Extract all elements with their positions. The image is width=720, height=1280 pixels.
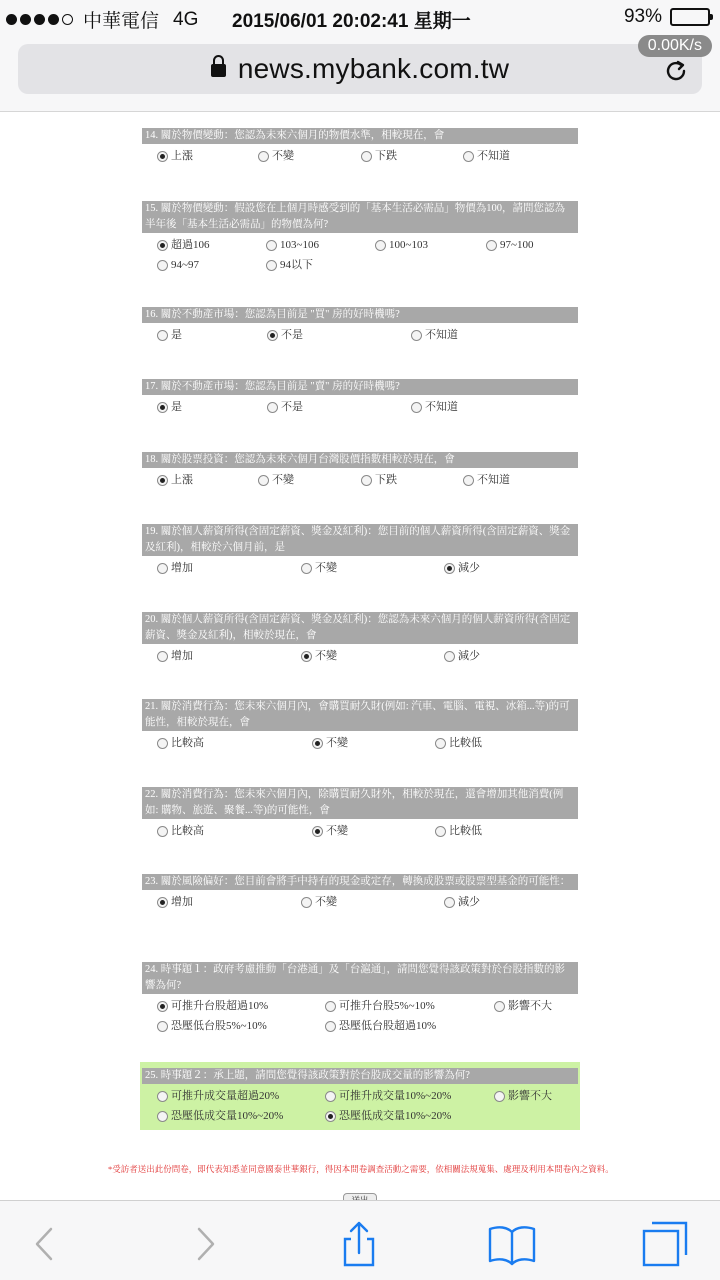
- radio-option[interactable]: [258, 472, 294, 488]
- option-label: 恐壓低成交量10%~20%: [339, 1110, 452, 1122]
- radio-option[interactable]: [494, 998, 552, 1014]
- radio-option[interactable]: [157, 998, 268, 1014]
- option-row: [142, 327, 578, 343]
- radio-unselected-icon[interactable]: [157, 1021, 168, 1032]
- option-label: 減少: [458, 650, 480, 662]
- option-label: 是: [171, 401, 182, 413]
- radio-selected-icon[interactable]: [312, 738, 323, 749]
- option-label: 增加: [171, 896, 193, 908]
- option-label: 不知道: [477, 150, 510, 162]
- radio-selected-icon[interactable]: [312, 826, 323, 837]
- radio-option[interactable]: [301, 894, 337, 910]
- option-label: 可推升台股5%~10%: [339, 1000, 435, 1012]
- radio-unselected-icon[interactable]: [325, 1021, 336, 1032]
- radio-unselected-icon[interactable]: [375, 240, 386, 251]
- radio-unselected-icon[interactable]: [266, 240, 277, 251]
- radio-selected-icon[interactable]: [157, 240, 168, 251]
- radio-option[interactable]: [325, 1088, 451, 1104]
- option-label: 恐壓低台股5%~10%: [171, 1020, 267, 1032]
- radio-option[interactable]: [157, 823, 204, 839]
- radio-selected-icon[interactable]: [157, 402, 168, 413]
- browser-address-area: [0, 36, 720, 112]
- radio-option[interactable]: [325, 1108, 451, 1124]
- option-label: 下跌: [375, 150, 397, 162]
- forward-icon[interactable]: [180, 1219, 230, 1269]
- option-label: 不變: [315, 650, 337, 662]
- option-label: 恐壓低成交量10%~20%: [171, 1110, 284, 1122]
- radio-unselected-icon[interactable]: [157, 563, 168, 574]
- radio-unselected-icon[interactable]: [325, 1091, 336, 1102]
- battery-percent: 93%: [623, 6, 662, 27]
- survey-question: [142, 524, 578, 576]
- radio-option[interactable]: [411, 327, 458, 343]
- radio-option[interactable]: [266, 257, 313, 273]
- radio-option[interactable]: [157, 560, 193, 576]
- radio-unselected-icon[interactable]: [494, 1001, 505, 1012]
- radio-selected-icon[interactable]: [157, 1001, 168, 1012]
- option-label: 不知道: [425, 401, 458, 413]
- option-label: 比較低: [449, 825, 482, 837]
- radio-option[interactable]: [463, 472, 510, 488]
- option-row: [142, 735, 578, 751]
- radio-unselected-icon[interactable]: [157, 1091, 168, 1102]
- radio-selected-icon[interactable]: [301, 651, 312, 662]
- option-row: [142, 998, 578, 1014]
- option-label: 增加: [171, 562, 193, 574]
- option-row: [142, 560, 578, 576]
- option-label: 不變: [272, 474, 294, 486]
- option-row: [142, 237, 578, 253]
- radio-unselected-icon[interactable]: [301, 563, 312, 574]
- question-title: 15. 關於物價變動：假設您在上個月時感受到的「基本生活必需品」物價為100，請問您認為半年後「基本生活必需品」的物價為何?: [142, 201, 578, 233]
- option-label: 不變: [315, 562, 337, 574]
- carrier-name: 中華電信: [83, 11, 160, 32]
- question-title: 19. 關於個人薪資所得(含固定薪資、獎金及紅利)：您目前的個人薪資所得(含固定薪資、獎金及紅利)，相較於六個月前，是: [142, 524, 578, 556]
- radio-option[interactable]: [267, 399, 303, 415]
- option-label: 97~100: [500, 239, 534, 251]
- radio-option[interactable]: [157, 257, 199, 273]
- privacy-disclaimer: *受訪者送出此份問卷，即代表知悉並同意國泰世華銀行，得因本問卷調查活動之需要，依相關法規蒐集、處理及利用本問卷內之資料。: [108, 1164, 614, 1174]
- radio-unselected-icon[interactable]: [301, 897, 312, 908]
- radio-unselected-icon[interactable]: [435, 826, 446, 837]
- radio-option[interactable]: [435, 823, 482, 839]
- question-title: 23. 關於風險偏好：您目前會將手中持有的現金或定存，轉換成股票或股票型基金的可能性：: [142, 874, 578, 890]
- option-label: 不變: [272, 150, 294, 162]
- radio-option[interactable]: [312, 823, 348, 839]
- radio-unselected-icon[interactable]: [411, 330, 422, 341]
- survey-question: [142, 201, 578, 273]
- radio-unselected-icon[interactable]: [157, 826, 168, 837]
- radio-option[interactable]: [267, 327, 303, 343]
- option-label: 不變: [315, 896, 337, 908]
- option-label: 比較高: [171, 737, 204, 749]
- address-bar[interactable]: [18, 44, 702, 94]
- option-label: 可推升台股超過10%: [171, 1000, 269, 1012]
- question-title: 18. 關於股票投資：您認為未來六個月台灣股價指數相較於現在，會: [142, 452, 578, 468]
- option-row: [142, 648, 578, 664]
- option-row: [142, 894, 578, 910]
- radio-unselected-icon[interactable]: [411, 402, 422, 413]
- question-title: 14. 關於物價變動：您認為未來六個月的物價水準，相較現在，會: [142, 128, 578, 144]
- option-label: 減少: [458, 896, 480, 908]
- radio-option[interactable]: [435, 735, 482, 751]
- option-label: 不知道: [477, 474, 510, 486]
- radio-option[interactable]: [301, 648, 337, 664]
- radio-unselected-icon[interactable]: [463, 151, 474, 162]
- option-row: [142, 1018, 578, 1034]
- survey-question: [142, 699, 578, 751]
- radio-option[interactable]: [157, 472, 193, 488]
- radio-option[interactable]: [494, 1088, 552, 1104]
- network-type: 4G: [173, 8, 199, 30]
- option-row: [142, 148, 578, 164]
- option-label: 94以下: [280, 259, 313, 271]
- option-label: 不知道: [425, 329, 458, 341]
- option-label: 不變: [326, 737, 348, 749]
- option-label: 不是: [281, 329, 303, 341]
- radio-unselected-icon[interactable]: [157, 260, 168, 271]
- option-label: 是: [171, 329, 182, 341]
- radio-unselected-icon[interactable]: [258, 475, 269, 486]
- tabs-icon[interactable]: [640, 1219, 690, 1269]
- option-row: [142, 257, 578, 273]
- radio-option[interactable]: [157, 648, 193, 664]
- option-label: 比較高: [171, 825, 204, 837]
- option-label: 下跌: [375, 474, 397, 486]
- radio-option[interactable]: [258, 148, 294, 164]
- radio-option[interactable]: [444, 648, 480, 664]
- radio-option[interactable]: [157, 237, 210, 253]
- radio-unselected-icon[interactable]: [157, 330, 168, 341]
- option-row: [142, 1088, 578, 1104]
- radio-selected-icon[interactable]: [157, 151, 168, 162]
- option-label: 增加: [171, 650, 193, 662]
- radio-unselected-icon[interactable]: [157, 738, 168, 749]
- option-label: 上漲: [171, 150, 193, 162]
- survey-question: [142, 452, 578, 488]
- option-label: 103~106: [280, 239, 319, 251]
- radio-option[interactable]: [157, 148, 193, 164]
- option-label: 上漲: [171, 474, 193, 486]
- survey-question: [142, 307, 578, 343]
- radio-option[interactable]: [375, 237, 428, 253]
- survey-question: [142, 379, 578, 415]
- radio-unselected-icon[interactable]: [444, 897, 455, 908]
- question-title: 25. 時事題２：承上題，請問您覺得該政策對於台股成交量的影響為何?: [142, 1068, 578, 1084]
- survey-form: [0, 113, 720, 1198]
- radio-option[interactable]: [325, 1018, 436, 1034]
- radio-unselected-icon[interactable]: [494, 1091, 505, 1102]
- radio-unselected-icon[interactable]: [444, 651, 455, 662]
- survey-question: [142, 962, 578, 1034]
- radio-option[interactable]: [157, 1088, 279, 1104]
- radio-unselected-icon[interactable]: [486, 240, 497, 251]
- radio-selected-icon[interactable]: [157, 897, 168, 908]
- radio-selected-icon[interactable]: [325, 1111, 336, 1122]
- radio-unselected-icon[interactable]: [463, 475, 474, 486]
- radio-unselected-icon[interactable]: [361, 151, 372, 162]
- option-row: [142, 823, 578, 839]
- survey-question: [142, 874, 578, 910]
- radio-unselected-icon[interactable]: [157, 1111, 168, 1122]
- survey-question: [140, 1062, 580, 1130]
- option-label: 不是: [281, 401, 303, 413]
- radio-unselected-icon[interactable]: [267, 402, 278, 413]
- signal-strength-icon: [6, 14, 73, 25]
- url-text: news.mybank.com.tw: [237, 53, 510, 84]
- radio-option[interactable]: [266, 237, 319, 253]
- radio-option[interactable]: [157, 327, 182, 343]
- option-label: 可推升成交量超過20%: [171, 1090, 280, 1102]
- radio-option[interactable]: [361, 148, 397, 164]
- radio-unselected-icon[interactable]: [266, 260, 277, 271]
- battery-icon: [670, 8, 710, 26]
- question-title: 21. 關於消費行為：您未來六個月內，會購買耐久財(例如: 汽車、電腦、電視、冰箱...等)的可能性，相較於現在，會: [142, 699, 578, 731]
- network-speed-badge: 0.00K/s: [638, 35, 712, 57]
- question-title: 17. 關於不動產市場：您認為目前是 "賣" 房的好時機嗎?: [142, 379, 578, 395]
- option-label: 比較低: [449, 737, 482, 749]
- option-label: 不變: [326, 825, 348, 837]
- lock-icon: [211, 64, 226, 77]
- radio-selected-icon[interactable]: [267, 330, 278, 341]
- radio-unselected-icon[interactable]: [258, 151, 269, 162]
- share-icon[interactable]: [334, 1219, 384, 1269]
- radio-option[interactable]: [157, 1108, 283, 1124]
- radio-option[interactable]: [486, 237, 533, 253]
- radio-option[interactable]: [312, 735, 348, 751]
- survey-question: [142, 128, 578, 164]
- question-title: 16. 關於不動產市場：您認為目前是 "買" 房的好時機嗎?: [142, 307, 578, 323]
- option-row: [142, 472, 578, 488]
- status-bar: [0, 0, 720, 36]
- radio-option[interactable]: [325, 998, 435, 1014]
- radio-option[interactable]: [444, 894, 480, 910]
- option-label: 可推升成交量10%~20%: [339, 1090, 452, 1102]
- browser-toolbar: [0, 1200, 720, 1280]
- radio-option[interactable]: [157, 399, 182, 415]
- option-label: 減少: [458, 562, 480, 574]
- question-title: 24. 時事題１：政府考慮推動「台港通」及「台滬通」，請問您覺得該政策對於台股指數的影響為何?: [142, 962, 578, 994]
- option-row: [142, 1108, 578, 1124]
- radio-option[interactable]: [361, 472, 397, 488]
- radio-unselected-icon[interactable]: [361, 475, 372, 486]
- radio-selected-icon[interactable]: [157, 475, 168, 486]
- radio-option[interactable]: [157, 894, 193, 910]
- radio-unselected-icon[interactable]: [157, 651, 168, 662]
- radio-option[interactable]: [157, 1018, 267, 1034]
- status-datetime: 2015/06/01 20:02:41 星期一: [232, 11, 471, 32]
- radio-option[interactable]: [444, 560, 480, 576]
- question-title: 20. 關於個人薪資所得(含固定薪資、獎金及紅利)：您認為未來六個月的個人薪資所得(含固定薪資、獎金及紅利)，相較於現在，會: [142, 612, 578, 644]
- radio-option[interactable]: [411, 399, 458, 415]
- option-label: 影響不大: [508, 1090, 552, 1102]
- option-label: 超過106: [171, 239, 210, 251]
- radio-option[interactable]: [157, 735, 204, 751]
- survey-question: [142, 612, 578, 664]
- option-label: 影響不大: [508, 1000, 552, 1012]
- option-label: 100~103: [389, 239, 428, 251]
- option-label: 恐壓低台股超過10%: [339, 1020, 437, 1032]
- survey-question: [142, 787, 578, 839]
- option-row: [142, 399, 578, 415]
- back-icon[interactable]: [20, 1219, 70, 1269]
- question-title: 22. 關於消費行為：您未來六個月內，除購買耐久財外，相較於現在，還會增加其他消費(例如: 購物、旅遊、聚餐...等)的可能性，會: [142, 787, 578, 819]
- radio-selected-icon[interactable]: [444, 563, 455, 574]
- reload-icon[interactable]: [664, 59, 688, 83]
- radio-option[interactable]: [463, 148, 510, 164]
- option-label: 94~97: [171, 259, 199, 271]
- radio-option[interactable]: [301, 560, 337, 576]
- radio-unselected-icon[interactable]: [325, 1001, 336, 1012]
- radio-unselected-icon[interactable]: [435, 738, 446, 749]
- bookmarks-icon[interactable]: [487, 1219, 537, 1269]
